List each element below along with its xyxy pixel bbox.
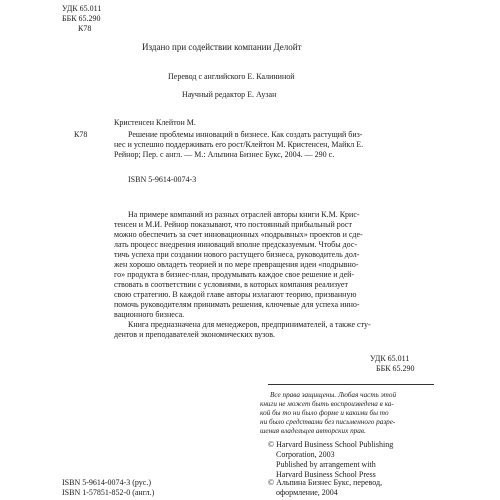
divider-rule — [268, 384, 434, 385]
abstract-line: лать процесс внедрения инноваций вполне предсказуемым. Чтобы дос- — [114, 240, 358, 249]
abstract-line: вационного бизнеса. — [114, 310, 185, 319]
rights-line: ни было средствами без письменного разре- — [260, 418, 396, 426]
abstract-line: помочь руководителям принимать решения, ключевые для успеха инно- — [114, 300, 360, 309]
copyright-hbs — [268, 440, 393, 480]
copyright-line: © Harvard Business School Publishing — [268, 440, 394, 449]
abstract-line: На примере компаний из разных отраслей авторы книги К.М. Крис- — [128, 210, 360, 219]
abstract-line: ствовать в соответствии с условиями, в которых компания реализует — [114, 280, 348, 289]
rights-line: книги не может быть воспроизведена в ка- — [260, 400, 394, 408]
copyright-line: Published by arrangement with — [276, 460, 376, 469]
udk-code: УДК 65.011 — [62, 4, 102, 13]
catalog-author: Кристенсен Клейтон М. — [114, 118, 196, 127]
bbk-code: ББК 65.290 — [62, 14, 101, 23]
catalog-line: Решение проблемы инноваций в бизнесе. Как создать растущий биз- — [128, 130, 363, 139]
abstract-line: можно обеспечить за счет инновационных «подрывных» проектов и сде- — [114, 230, 363, 239]
catalog-margin-mark: К78 — [74, 130, 88, 139]
copyright-line: Harvard Business School Press — [276, 470, 376, 479]
scientific-editor: Научный редактор Е. Аузан — [182, 90, 277, 99]
copyright-line: Corporation, 2003 — [276, 450, 335, 459]
abstract-line: го» продукта в бизнес-план, продумывать каждое свое решение и дей- — [114, 270, 355, 279]
footer-udk: УДК 65.011 — [370, 354, 410, 363]
isbn-en: ISBN 1-57851-852-0 (англ.) — [62, 488, 155, 497]
translation-credit: Перевод с английского Е. Калининой — [168, 72, 295, 81]
audience-paragraph — [114, 320, 371, 340]
publisher-note: Издано при содействии компании Делойт — [142, 42, 302, 52]
abstract-paragraph — [114, 210, 363, 320]
catalog-description — [114, 130, 364, 160]
footer-bbk: ББК 65.290 — [376, 364, 415, 373]
isbn-ru: ISBN 5-9614-0074-3 (рус.) — [62, 478, 151, 487]
author-mark: К78 — [78, 24, 92, 33]
rights-line: шения владельцев авторских прав. — [260, 427, 366, 435]
footer-codes — [370, 354, 415, 374]
catalog-line: нес и успешно поддерживать его рост/Клейтон М. Кристенсен, Майкл Е. — [114, 140, 364, 149]
rights-notice — [260, 391, 396, 436]
catalog-line: Рейнор; Пер. с англ. — М.: Альпина Бизнес Букс, 2004. — 290 с. — [114, 150, 335, 159]
audience-line: дентов и преподавателей экономических вузов. — [114, 330, 276, 339]
isbn-footer — [62, 478, 154, 498]
catalog-isbn: ISBN 5-9614-0074-3 — [128, 175, 197, 184]
header-codes — [62, 4, 101, 34]
audience-line: Книга предназначена для менеджеров, предпринимателей, а также сту- — [128, 320, 371, 329]
abstract-line: тенсен и М.И. Рейнор показывают, что постоянный прибыльный рост — [114, 220, 352, 229]
rights-line: кой бы то ни было форме и какими бы то — [260, 409, 389, 417]
rights-line: Все права защищены. Любая часть этой — [270, 391, 397, 399]
copyright-line: © Альпина Бизнес Букс, перевод, — [268, 478, 383, 487]
abstract-line: свою стратегию. В каждой главе авторы излагают теорию, призванную — [114, 290, 357, 299]
copyright-line: оформление, 2004 — [276, 488, 338, 497]
abstract-line: жен хорошо овладеть теорией и по мере превращения идеи «подрывно- — [114, 260, 359, 269]
abstract-line: тичь успеха при создании нового растущего бизнеса, руководитель дол- — [114, 250, 360, 259]
copyright-alpina — [268, 478, 382, 498]
